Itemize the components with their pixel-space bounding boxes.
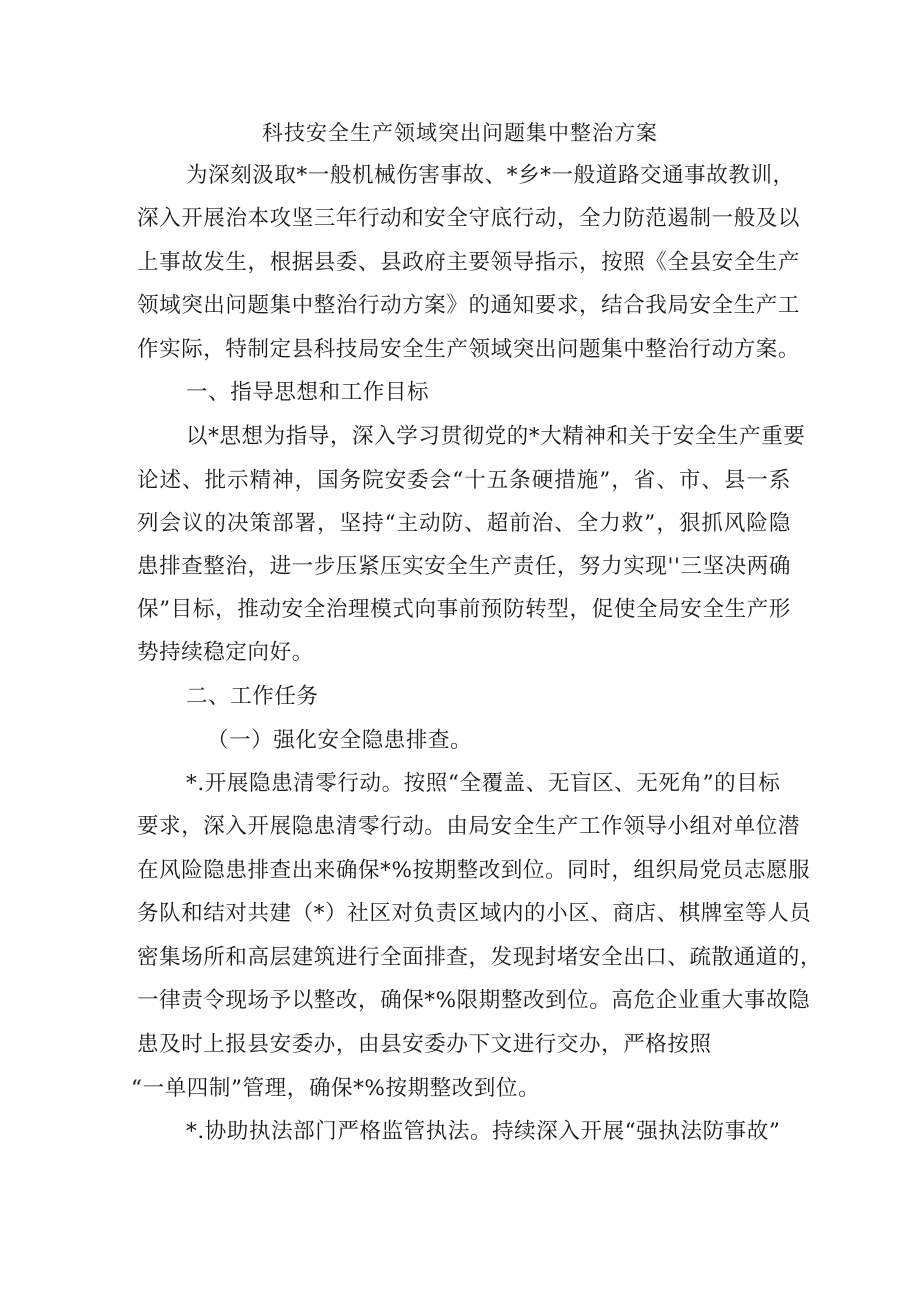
paragraph-line: *.协助执法部门严格监管执法。持续深入开展“强执法防事故” [186,1119,781,1144]
paragraph-line: 深入开展治本攻坚三年行动和安全守底行动，全力防范遏制一般及以 [137,206,801,231]
paragraph-line: 患排查整治，进一步压紧压实安全生产责任，努力实现''三坚决两确 [137,554,791,579]
section-heading: 一、指导思想和工作目标 [186,380,430,405]
paragraph-line: 领域突出问题集中整治行动方案》的通知要求，结合我局安全生产工 [137,293,801,318]
paragraph-line: 要求，深入开展隐患清零行动。由局安全生产工作领导小组对单位潜 [137,814,801,839]
paragraph-line: *.开展隐患清零行动。按照“全覆盖、无盲区、无死角”的目标 [186,771,781,796]
paragraph-line: 保”目标，推动安全治理模式向事前预防转型，促使全局安全生产形 [137,597,791,622]
subsection-heading: （一）强化安全隐患排查。 [207,728,473,753]
document-title: 科技安全生产领域突出问题集中整治方案 [262,121,658,145]
paragraph-line: 上事故发生，根据县委、县政府主要领导指示，按照《全县安全生产 [137,250,801,275]
paragraph-line: 作实际，特制定县科技局安全生产领域突出问题集中整治行动方案。 [137,337,801,362]
paragraph-line: 务队和结对共建（*）社区对负责区域内的小区、商店、棋牌室等人员 [137,901,812,926]
paragraph-line: 势持续稳定向好。 [137,640,314,665]
paragraph-line: 以*思想为指导，深入学习贯彻党的*大精神和关于安全生产重要 [186,424,806,449]
paragraph-line: 在风险隐患排查出来确保*%按期整改到位。同时，组织局党员志愿服 [137,858,811,883]
paragraph-line: 列会议的决策部署，坚持“主动防、超前治、全力救”，狠抓风险隐 [137,511,791,536]
paragraph-line: “一单四制”管理，确保*%按期整改到位。 [131,1076,541,1101]
section-heading: 二、工作任务 [186,684,319,709]
paragraph-line: 患及时上报县安委办，由县安委办下文进行交办，严格按照 [137,1032,712,1057]
paragraph-line: 论述、批示精神，国务院安委会“十五条硬措施”，省、市、县一系 [137,468,791,493]
paragraph-line: 一律责令现场予以整改，确保*%限期整改到位。高危企业重大事故隐 [137,988,811,1013]
paragraph-line: 为深刻汲取*一般机械伤害事故、*乡*一般道路交通事故教训， [186,163,795,188]
paragraph-line: 密集场所和高层建筑进行全面排查，发现封堵安全出口、疏散通道的， [137,945,823,970]
